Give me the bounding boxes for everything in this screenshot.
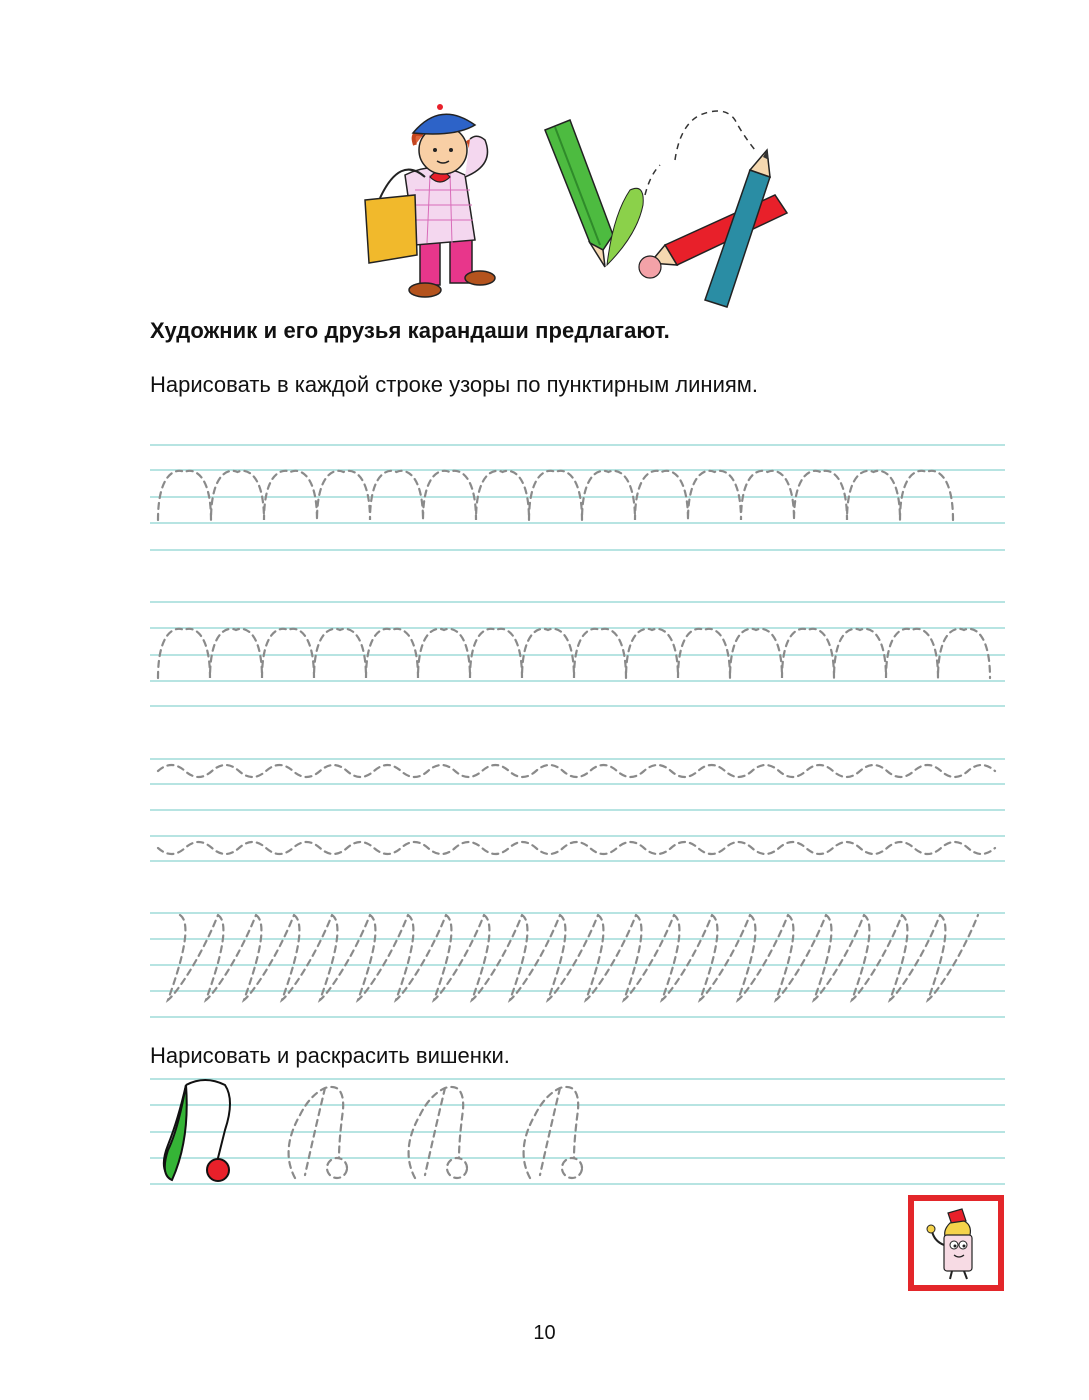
dashed-patterns — [158, 471, 995, 1178]
page-heading: Художник и его друзья карандаши предлагают. — [150, 318, 670, 343]
pattern-row-2 — [158, 629, 990, 678]
instruction-cherries: Нарисовать и раскрасить вишенки. — [150, 1043, 510, 1068]
instruction-patterns: Нарисовать в каждой строке узоры по пунктирным линиям. — [150, 372, 759, 397]
pattern-row-4 — [158, 842, 995, 854]
page-number: 10 — [533, 1322, 556, 1344]
pencil-character-badge — [908, 1195, 1004, 1291]
pattern-row-3 — [158, 765, 995, 777]
pattern-row-1 — [158, 471, 953, 520]
guide-lines — [150, 445, 1005, 1184]
pencil-character-icon — [914, 1201, 998, 1285]
example-cherry — [164, 1080, 230, 1181]
pattern-row-5 — [168, 915, 978, 1000]
